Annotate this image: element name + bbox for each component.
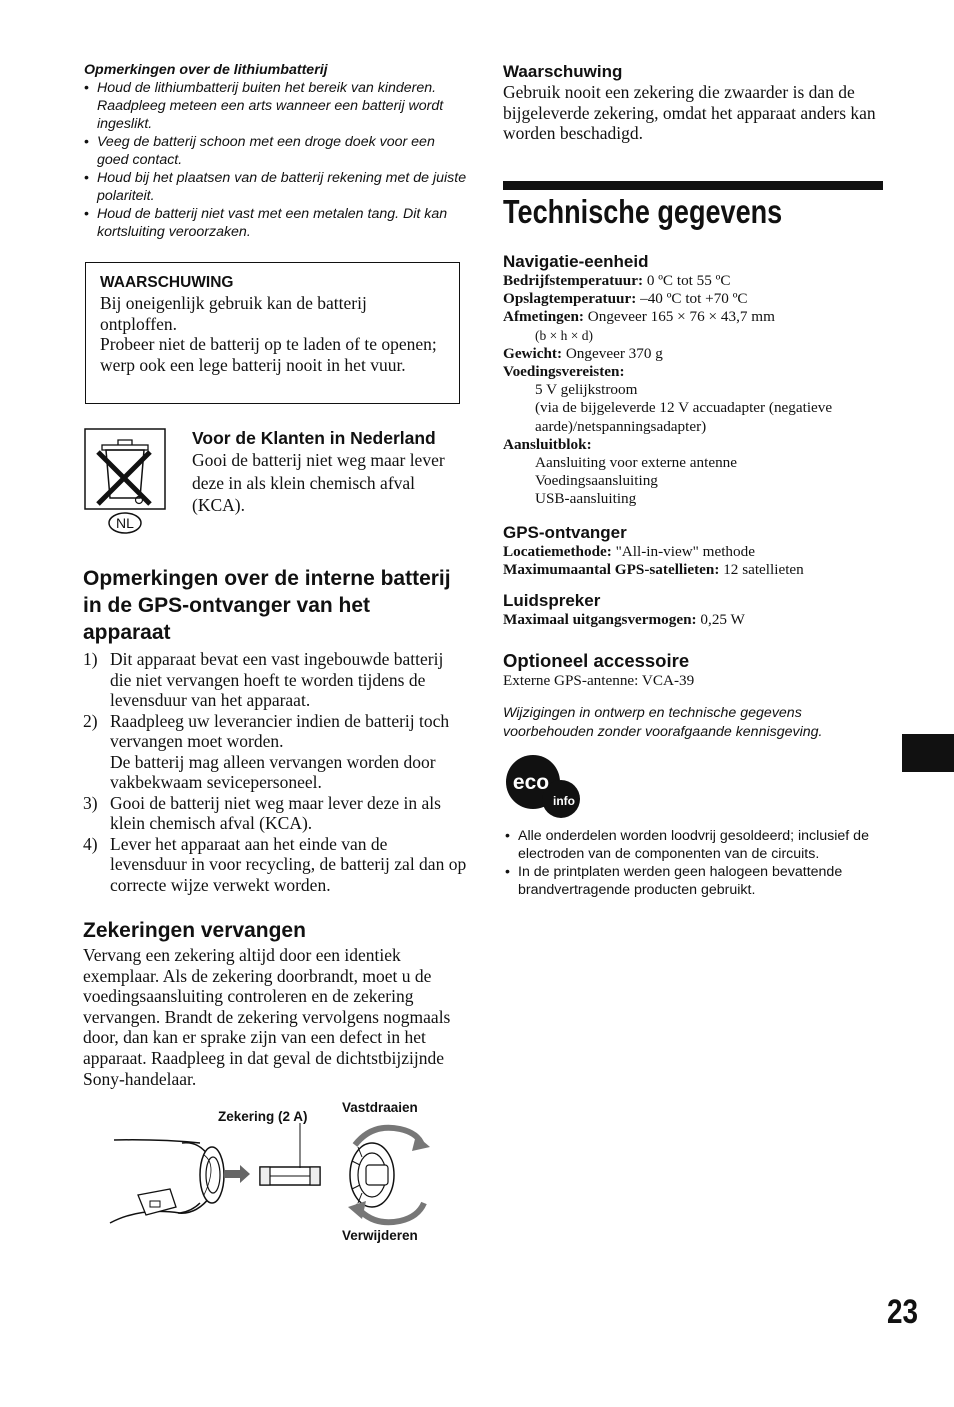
eco-note-item: • In de printplaten werden geen halogeen bevattende brandvertragende producten gebruikt. (505, 863, 880, 899)
warning-box-title: WAARSCHUWING (100, 274, 234, 291)
warning-box-line: Probeer niet de batterij op te laden of te openen; werp ook een lege batterij nooit in het vuur. (100, 334, 437, 375)
title-rule (503, 181, 883, 190)
spec-heading: Luidspreker (503, 591, 601, 610)
spec-line: (b × h × d) (535, 327, 593, 343)
tighten-label: Vastdraaien (342, 1100, 418, 1115)
lithium-notes (84, 61, 469, 241)
fuse-label: Zekering (2 A) (218, 1109, 308, 1124)
spec-line: (via de bijgeleverde 12 V accuadapter (negatieve aarde)/netspanningsadapter) (535, 399, 833, 435)
battery-list-item (83, 793, 468, 834)
spec-line: Gewicht: Ongeveer 370 g (503, 344, 663, 362)
battery-section-heading: Opmerkingen over de interne batterij in de GPS-ontvanger van het apparaat (83, 567, 451, 644)
spec-line: Voedingsaansluiting (535, 472, 658, 490)
spec-line: 5 V gelijkstroom (535, 381, 638, 399)
spec-heading: GPS-ontvanger (503, 523, 627, 542)
spec-line: Afmetingen: Ongeveer 165 × 76 × 43,7 mm (503, 308, 775, 326)
item-text: Raadpleeg uw leverancier indien de batterij toch vervangen moet worden. (110, 710, 450, 751)
spec-navigation-unit (503, 251, 888, 509)
item-text: Gooi de batterij niet weg maar lever deze in als klein chemisch afval (KCA). (110, 792, 441, 833)
page-title: Technische gegevens (503, 193, 783, 230)
spec-heading: Optioneel accessoire (503, 650, 690, 671)
spec-line: Voedingsvereisten: (503, 363, 625, 381)
page-number: 23 (887, 1293, 919, 1331)
spec-line: Aansluitblok: (503, 435, 592, 453)
eco-logo-subtext: info (553, 794, 575, 808)
item-number: 1) (83, 649, 98, 669)
remove-label: Verwijderen (342, 1228, 418, 1243)
item-text: Dit apparaat bevat een vast ingebouwde batterij die niet vervangen hoeft te worden tijdens de levensduur van het apparaat. (110, 649, 444, 710)
eco-info-logo (503, 751, 587, 821)
warning-note-title: Waarschuwing (503, 62, 623, 81)
spec-line: Aansluiting voor externe antenne (535, 454, 738, 472)
battery-list-item (83, 834, 468, 896)
nl-notice-title: Voor de Klanten in Nederland (192, 428, 436, 448)
fuse-section-body: Vervang een zekering altijd door een identiek exemplaar. Als de zekering doorbrandt, moet u de voedingsaansluiting controleren en de zekering vervangen. Brandt de zekering vervolgens nogmaals door, dan kan er sprake zijn van een defect in het apparaat. Raadpleeg in dat geval de dichtstbijzijnde Sony-handelaar. (83, 945, 451, 1089)
item-number: 2) (83, 710, 98, 731)
crossed-bin-icon (84, 428, 166, 538)
nl-notice (192, 427, 462, 517)
spec-line: Externe GPS-antenne: VCA-39 (503, 672, 695, 689)
spec-line: USB-aansluiting (535, 490, 637, 508)
item-text-extra: De batterij mag alleen vervangen worden door vakbekwaam sevicepersoneel. (110, 751, 436, 792)
warning-note (503, 61, 888, 144)
spec-line: Bedrijfstemperatuur: 0 ºC tot 55 ºC (503, 272, 731, 289)
lithium-note-item: • Houd de batterij niet vast met een metalen tang. Dit kan kortsluiting veroorzaken. (84, 205, 469, 241)
spec-gps-receiver (503, 522, 888, 579)
warning-box-line: Bij oneigenlijk gebruik kan de batterij ontploffen. (100, 293, 367, 334)
nl-label: NL (116, 515, 134, 531)
spec-speaker (503, 590, 888, 629)
spec-line: Opslagtemperatuur: –40 ºC tot +70 ºC (503, 290, 748, 308)
warning-box (85, 262, 460, 404)
spec-line: Maximaal uitgangsvermogen: 0,25 W (503, 611, 745, 628)
item-text: Lever het apparaat aan het einde van de levensduur in voor recycling, de batterij zal dan op correcte wijze verwekt worden. (110, 833, 467, 895)
battery-list (83, 649, 468, 895)
item-number: 3) (83, 792, 98, 813)
eco-logo-text: eco (512, 771, 550, 794)
nl-notice-body: Gooi de batterij niet weg maar lever deze in als klein chemisch afval (KCA). (192, 450, 445, 515)
fuse-replacement-diagram (100, 1095, 460, 1245)
lithium-note-item: • Houd de lithiumbatterij buiten het bereik van kinderen. Raadpleeg meteen een arts wanneer een batterij wordt ingeslikt. (84, 79, 469, 133)
spec-line: Maximumaantal GPS-satellieten: 12 satellieten (503, 561, 804, 579)
eco-notes (505, 827, 880, 899)
battery-list-item (83, 649, 468, 711)
section-tab-marker (902, 734, 954, 772)
lithium-note-item: • Houd bij het plaatsen van de batterij rekening met de juiste polariteit. (84, 169, 469, 205)
fuse-section-heading: Zekeringen vervangen (83, 919, 306, 942)
spec-line: Locatiemethode: "All-in-view" methode (503, 543, 755, 560)
lithium-notes-title: Opmerkingen over de lithiumbatterij (84, 62, 328, 78)
eco-note-item: • Alle onderdelen worden loodvrij gesoldeerd; inclusief de electroden van de componenten van de circuits. (505, 827, 880, 863)
lithium-note-item: • Veeg de batterij schoon met een droge doek voor een goed contact. (84, 133, 469, 169)
disclaimer: Wijzigingen in ontwerp en technische gegevens voorbehouden zonder voorafgaande kennisgeving. (503, 705, 823, 740)
spec-optional-accessory (503, 649, 888, 690)
item-number: 4) (83, 833, 98, 854)
warning-note-body: Gebruik nooit een zekering die zwaarder is dan de bijgeleverde zekering, omdat het apparaat anders kan worden beschadigd. (503, 82, 876, 144)
spec-heading: Navigatie-eenheid (503, 252, 649, 271)
battery-list-item (83, 711, 468, 793)
